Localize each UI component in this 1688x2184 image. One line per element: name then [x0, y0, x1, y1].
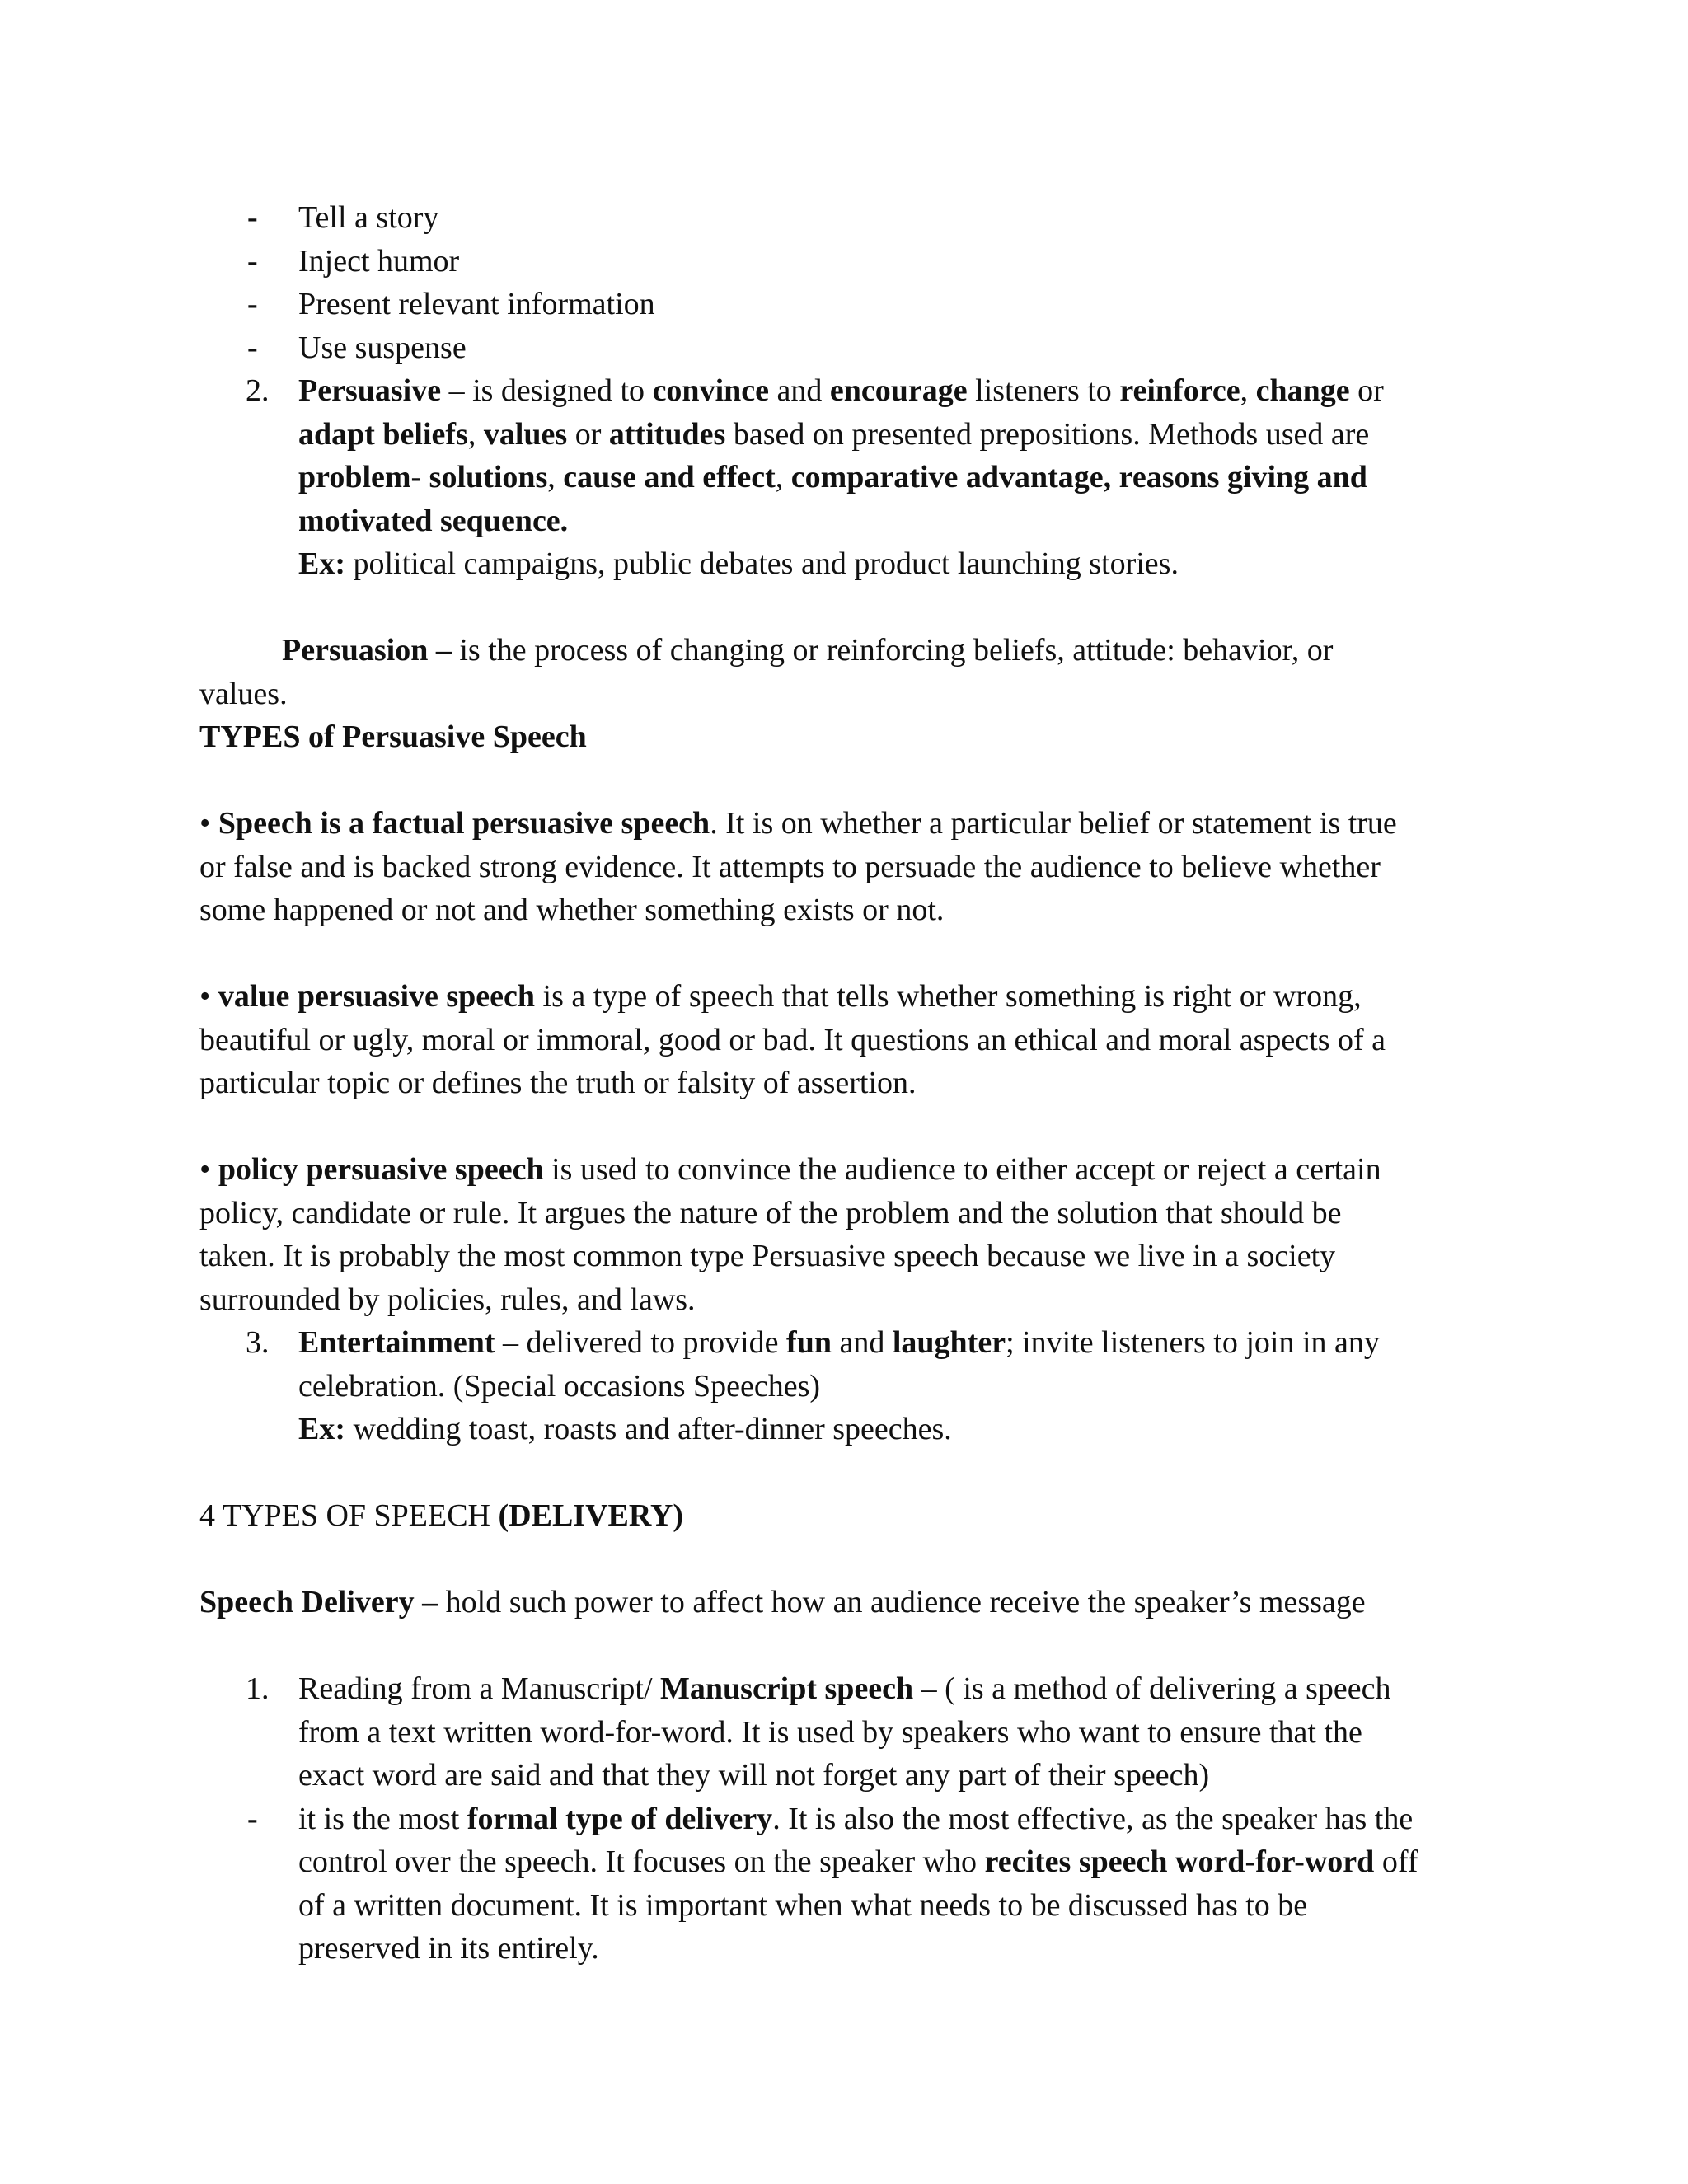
- persuasive-example: [298, 542, 1179, 586]
- text: or: [567, 417, 609, 452]
- text: ; invite listeners to join in any: [1006, 1325, 1380, 1360]
- entertainment-line-1: [298, 1321, 1380, 1365]
- value-paragraph-line-1: [199, 975, 1362, 1019]
- text: – delivered to provide: [495, 1325, 787, 1360]
- factual-paragraph-line-2: or false and is backed strong evidence. It attempts to persuade the audience to believe whether: [199, 850, 1381, 884]
- bold-word: problem- solutions: [298, 460, 548, 494]
- text: ,: [467, 417, 484, 452]
- bullet-marker: •: [199, 1152, 211, 1187]
- text: off: [1374, 1844, 1418, 1879]
- delivery-heading: [199, 1494, 683, 1538]
- policy-paragraph-line-4: surrounded by policies, rules, and laws.: [199, 1282, 696, 1317]
- text: is the process of changing or reinforcing beliefs, attitude: behavior, or: [451, 633, 1334, 668]
- policy-paragraph-line-3: taken. It is probably the most common type Persuasive speech because we live in a society: [199, 1239, 1336, 1273]
- bold-word: adapt beliefs: [298, 417, 468, 452]
- persuasive-line-3: [298, 456, 1367, 499]
- term: policy persuasive speech: [218, 1152, 544, 1187]
- manuscript-note-line-3: of a written document. It is important when what needs to be discussed has to be: [298, 1888, 1308, 1923]
- term: Speech is a factual persuasive speech: [218, 806, 710, 841]
- list-item: Present relevant information: [298, 287, 655, 321]
- term: Speech Delivery –: [199, 1585, 438, 1619]
- dash-marker: -: [247, 244, 258, 279]
- text: – ( is a method of delivering a speech: [913, 1671, 1391, 1706]
- text: ,: [1240, 373, 1256, 408]
- example-text: wedding toast, roasts and after-dinner speeches.: [345, 1412, 952, 1446]
- term: Persuasive: [298, 373, 442, 408]
- bold-word: comparative advantage, reasons giving and: [790, 460, 1367, 494]
- text: is a type of speech that tells whether something is right or wrong,: [535, 979, 1362, 1014]
- bold-word: laughter: [892, 1325, 1006, 1360]
- term: Persuasion –: [282, 633, 452, 668]
- text: and: [769, 373, 830, 408]
- example-label: Ex:: [298, 546, 345, 581]
- example-label: Ex:: [298, 1412, 345, 1446]
- bullet-marker: •: [199, 979, 211, 1014]
- list-item: Tell a story: [298, 200, 439, 235]
- text: and: [831, 1325, 893, 1360]
- factual-paragraph-line-1: [199, 802, 1397, 846]
- bold-word: recites speech word-for-word: [984, 1844, 1375, 1879]
- speech-delivery-definition: [199, 1581, 1366, 1624]
- dash-marker: -: [247, 1802, 258, 1836]
- persuasive-line-4: [298, 499, 568, 543]
- bold-word: convince: [652, 373, 769, 408]
- value-paragraph-line-3: particular topic or defines the truth or falsity of assertion.: [199, 1066, 917, 1100]
- list-number: 2.: [246, 373, 270, 408]
- text: control over the speech. It focuses on the speaker who: [298, 1844, 985, 1879]
- heading-text: 4 TYPES OF SPEECH: [199, 1498, 499, 1533]
- text: hold such power to affect how an audience receive the speaker’s message: [438, 1585, 1366, 1619]
- term: value persuasive speech: [218, 979, 536, 1014]
- manuscript-line-3: exact word are said and that they will not forget any part of their speech): [298, 1758, 1210, 1793]
- text: ,: [775, 460, 791, 494]
- term: Entertainment: [298, 1325, 495, 1360]
- text: it is the most: [298, 1802, 467, 1836]
- persuasion-definition-cont: values.: [199, 677, 288, 711]
- bullet-marker: •: [199, 806, 211, 841]
- list-item: Inject humor: [298, 244, 460, 279]
- heading-bold: (DELIVERY): [498, 1498, 684, 1533]
- text: or: [1349, 373, 1384, 408]
- policy-paragraph-line-1: [199, 1148, 1381, 1192]
- bold-word: reinforce: [1119, 373, 1240, 408]
- bold-word: change: [1255, 373, 1350, 408]
- bold-word: motivated sequence.: [298, 504, 569, 538]
- text: – is designed to: [441, 373, 653, 408]
- list-item: Use suspense: [298, 330, 467, 365]
- manuscript-line-1: [298, 1667, 1391, 1711]
- bold-word: Manuscript speech: [660, 1671, 914, 1706]
- text: ,: [547, 460, 564, 494]
- example-text: political campaigns, public debates and product launching stories.: [345, 546, 1179, 581]
- text: Reading from a Manuscript/: [298, 1671, 661, 1706]
- entertainment-line-2: celebration. (Special occasions Speeches): [298, 1369, 821, 1404]
- bold-word: fun: [786, 1325, 832, 1360]
- manuscript-note-line-4: preserved in its entirely.: [298, 1931, 599, 1966]
- factual-paragraph-line-3: some happened or not and whether something exists or not.: [199, 893, 945, 927]
- text: based on presented prepositions. Methods used are: [725, 417, 1370, 452]
- bold-word: formal type of delivery: [467, 1802, 773, 1836]
- heading-text: TYPES of Persuasive Speech: [199, 719, 587, 754]
- bold-word: encourage: [829, 373, 968, 408]
- list-number: 1.: [246, 1671, 270, 1706]
- dash-marker: -: [247, 287, 258, 321]
- persuasive-line-1: [298, 369, 1384, 413]
- text: . It is on whether a particular belief or statement is true: [710, 806, 1397, 841]
- dash-marker: -: [247, 200, 258, 235]
- bold-word: attitudes: [608, 417, 726, 452]
- list-number: 3.: [246, 1325, 270, 1360]
- manuscript-line-2: from a text written word-for-word. It is used by speakers who want to ensure that the: [298, 1715, 1362, 1750]
- entertainment-example: [298, 1408, 952, 1451]
- persuasive-line-2: [298, 413, 1369, 457]
- text: listeners to: [967, 373, 1120, 408]
- dash-marker: -: [247, 330, 258, 365]
- policy-paragraph-line-2: policy, candidate or rule. It argues the nature of the problem and the solution that should be: [199, 1196, 1342, 1230]
- persuasion-definition: [282, 629, 1333, 673]
- value-paragraph-line-2: beautiful or ugly, moral or immoral, good or bad. It questions an ethical and moral aspects of a: [199, 1023, 1386, 1057]
- section-heading: [199, 715, 587, 759]
- manuscript-note-line-1: [298, 1797, 1413, 1841]
- bold-word: values: [483, 417, 568, 452]
- text: . It is also the most effective, as the speaker has the: [772, 1802, 1414, 1836]
- manuscript-note-line-2: [298, 1840, 1418, 1884]
- text: is used to convince the audience to either accept or reject a certain: [543, 1152, 1381, 1187]
- bold-word: cause and effect: [563, 460, 776, 494]
